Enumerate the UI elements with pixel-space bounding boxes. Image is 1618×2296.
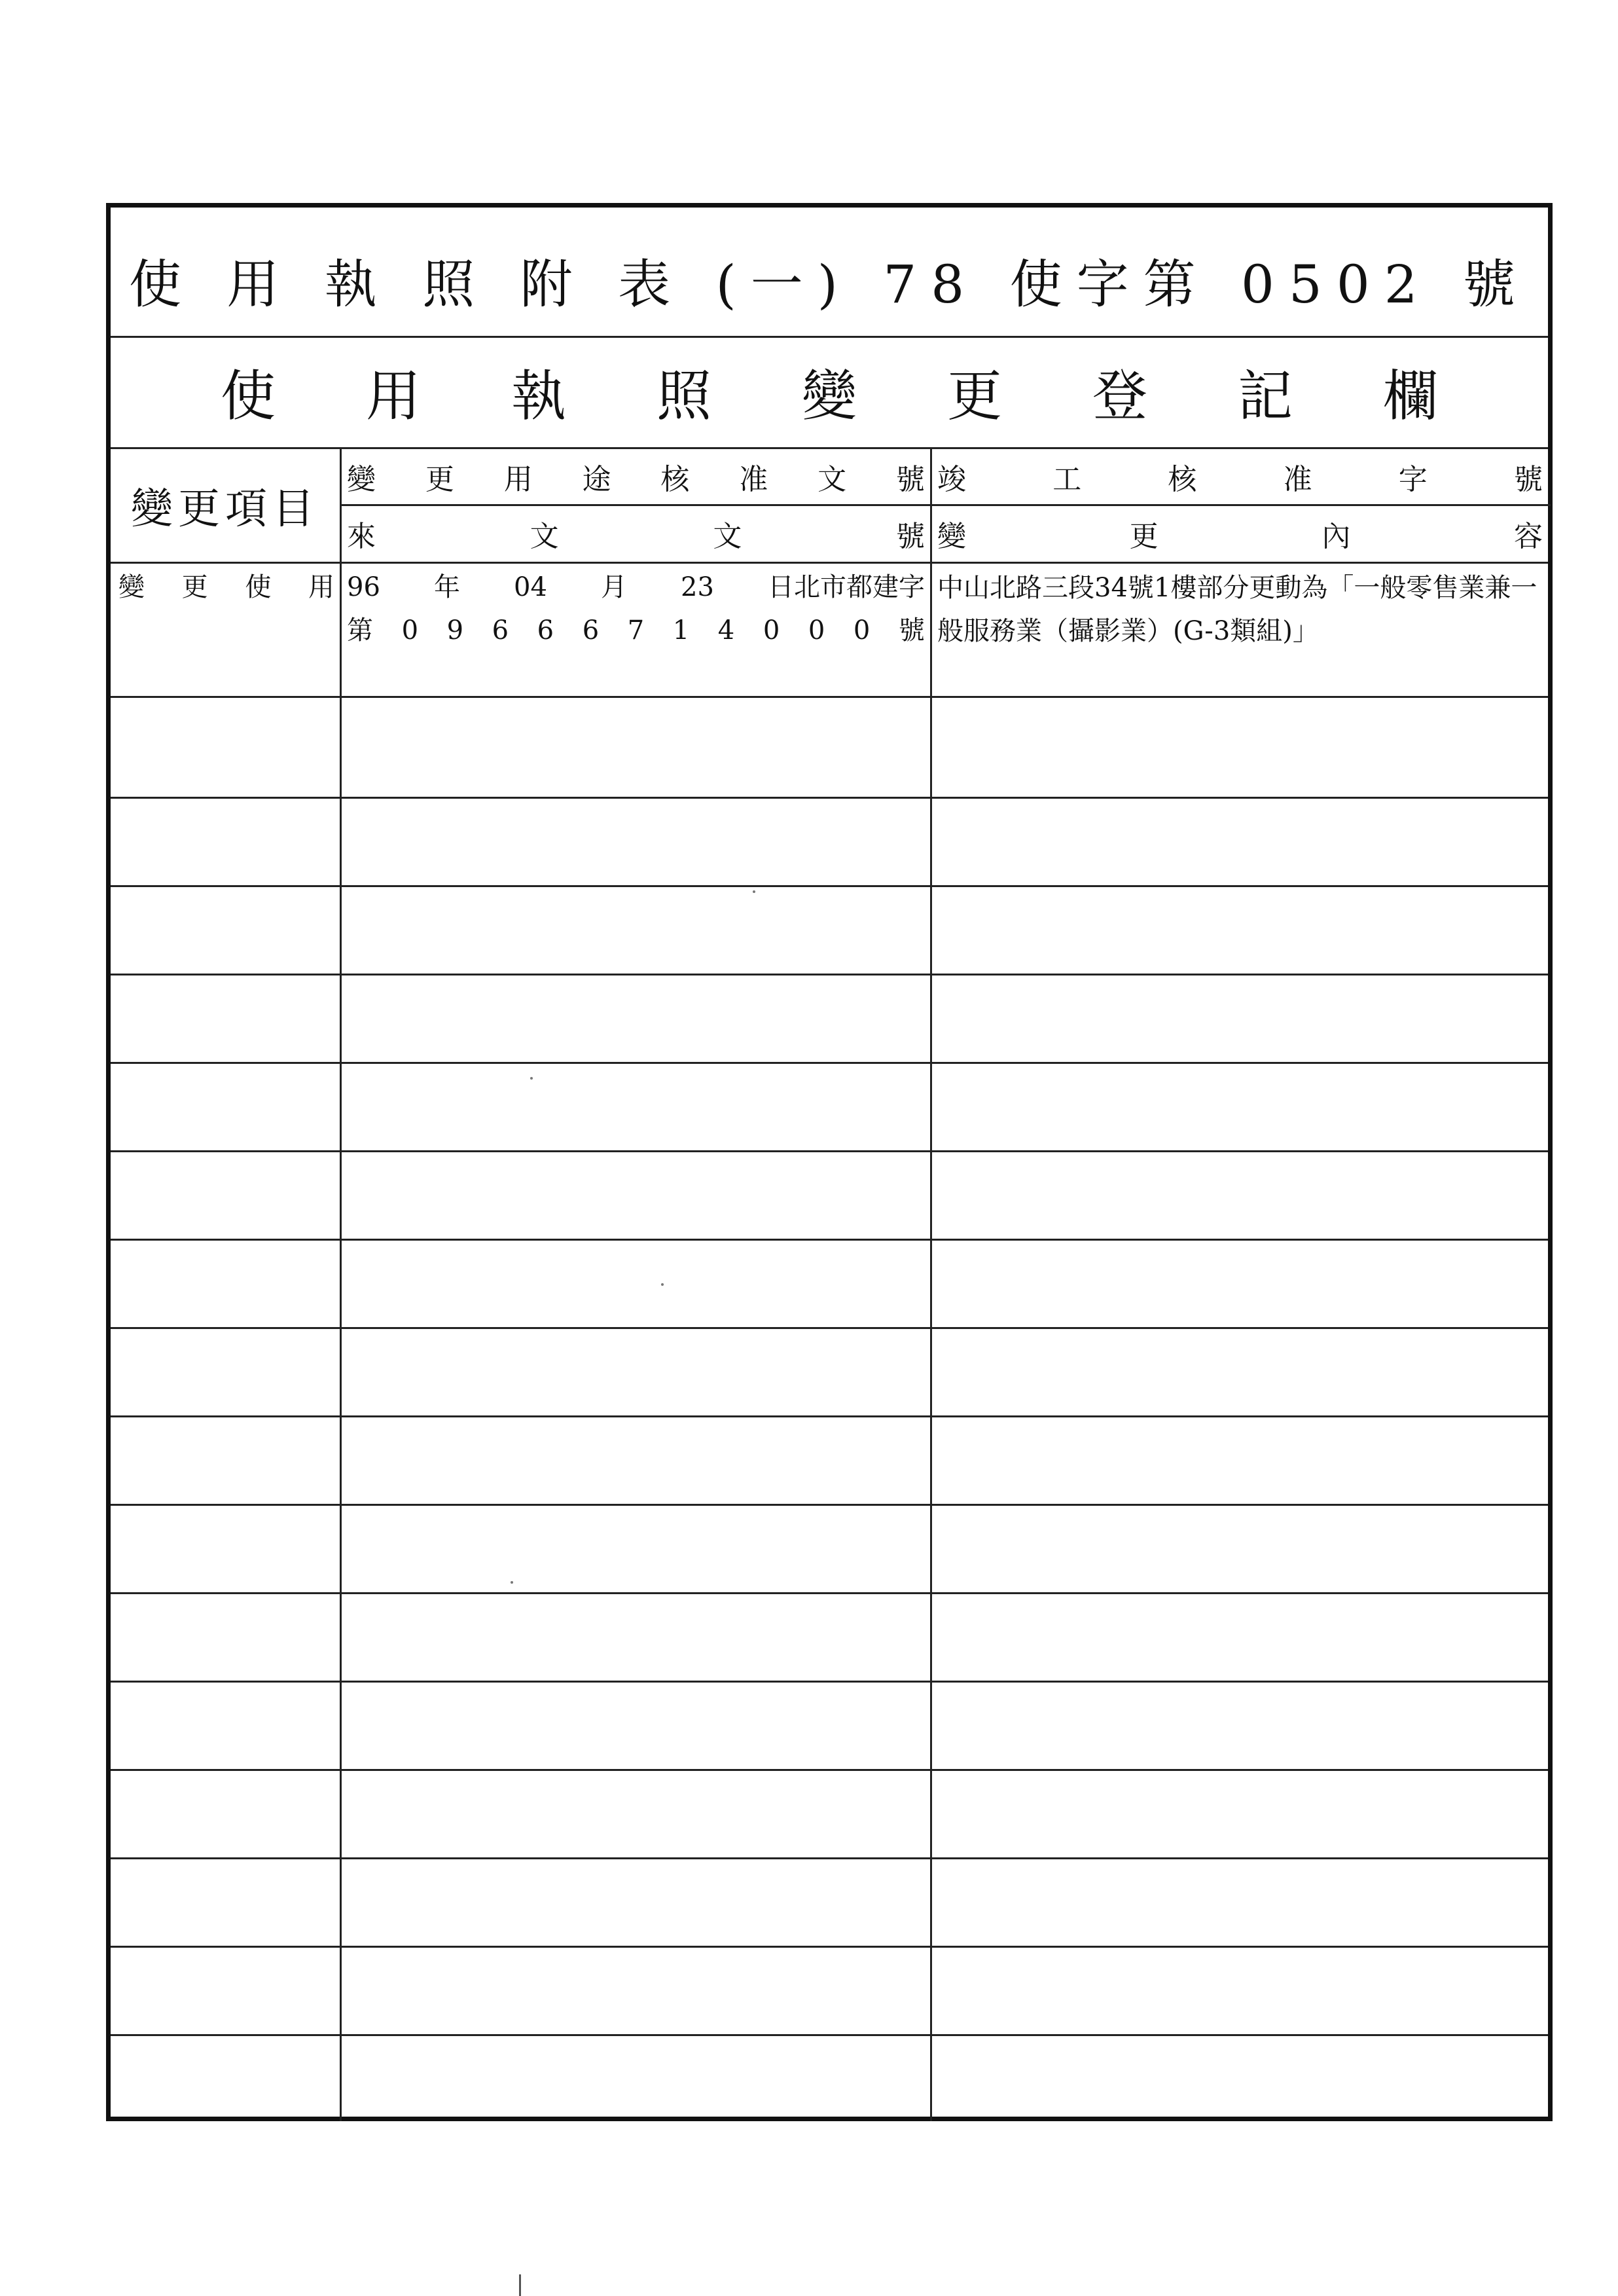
header-char: 核 bbox=[660, 463, 690, 496]
row-char: 0 bbox=[808, 615, 825, 646]
row-char: 月 bbox=[600, 572, 627, 602]
header-char: 文 bbox=[530, 520, 559, 553]
row-char: 號 bbox=[898, 615, 925, 646]
row-divider bbox=[111, 1504, 1548, 1506]
scan-speck bbox=[511, 1581, 513, 1584]
header-char: 號 bbox=[1513, 463, 1543, 496]
row-char: 96 bbox=[347, 572, 380, 602]
row-char: 6 bbox=[537, 615, 554, 646]
row-char: 6 bbox=[492, 615, 509, 646]
header-char: 更 bbox=[425, 463, 454, 496]
header-char: 來 bbox=[347, 520, 376, 553]
header-char: 容 bbox=[1513, 520, 1543, 553]
header-char: 竣 bbox=[937, 463, 966, 496]
column-divider bbox=[930, 447, 932, 2121]
header-char: 核 bbox=[1168, 463, 1197, 496]
row-char: 1 bbox=[672, 615, 690, 646]
registration-table bbox=[106, 203, 1553, 2121]
row-char: 0 bbox=[401, 615, 419, 646]
row-char: 更 bbox=[181, 572, 208, 602]
row-divider bbox=[111, 1150, 1548, 1152]
header-char: 變 bbox=[347, 463, 376, 496]
page-title: 使 用 執 照 附 表 (一) 78 使字第 0502 號 bbox=[128, 253, 1530, 315]
row-doc-line1 bbox=[342, 566, 930, 608]
row-char: 使 bbox=[245, 572, 272, 602]
header-char: 途 bbox=[582, 463, 611, 496]
divider bbox=[111, 562, 1548, 564]
row-char: 日北市都建字 bbox=[767, 572, 925, 602]
row-divider bbox=[111, 1415, 1548, 1417]
row-divider bbox=[111, 797, 1548, 799]
row-item bbox=[113, 566, 340, 608]
row-divider bbox=[111, 974, 1548, 975]
row-divider bbox=[111, 1857, 1548, 1859]
header-char: 工 bbox=[1052, 463, 1082, 496]
header-char: 號 bbox=[895, 463, 925, 496]
row-divider bbox=[111, 1327, 1548, 1329]
header-approval-no bbox=[342, 449, 930, 504]
row-char: 4 bbox=[717, 615, 735, 646]
row-char: 第 bbox=[347, 615, 373, 646]
header-completion-no bbox=[932, 449, 1548, 504]
row-content: 中山北路三段34號1樓部分更動為「一般零售業兼一般服務業（攝影業）(G-3類組)」 bbox=[937, 573, 1537, 646]
row-divider bbox=[111, 885, 1548, 887]
scan-speck bbox=[753, 890, 755, 893]
header-char: 准 bbox=[1283, 463, 1312, 496]
header-char: 用 bbox=[503, 463, 533, 496]
header-incoming-doc bbox=[342, 506, 930, 561]
row-char: 23 bbox=[681, 572, 714, 602]
row-divider bbox=[111, 1239, 1548, 1241]
row-char: 0 bbox=[763, 615, 780, 646]
header-char: 變 bbox=[937, 520, 966, 553]
row-char: 用 bbox=[308, 572, 334, 602]
column-divider bbox=[340, 447, 342, 2121]
header-char: 准 bbox=[739, 463, 768, 496]
divider bbox=[111, 696, 1548, 698]
header-char: 內 bbox=[1321, 520, 1351, 553]
row-char: 7 bbox=[627, 615, 645, 646]
row-divider bbox=[111, 1681, 1548, 1683]
row-char: 年 bbox=[433, 572, 460, 602]
row-char: 0 bbox=[853, 615, 871, 646]
row-char: 04 bbox=[514, 572, 547, 602]
row-divider bbox=[111, 1592, 1548, 1594]
row-divider bbox=[111, 1062, 1548, 1064]
header-char: 文 bbox=[713, 520, 742, 553]
row-char: 變 bbox=[118, 572, 145, 602]
scan-mark bbox=[519, 2274, 521, 2296]
row-char: 9 bbox=[446, 615, 464, 646]
row-divider bbox=[111, 2034, 1548, 2036]
section-title: 使用執照變更登記欄 bbox=[220, 363, 1528, 428]
row-char: 6 bbox=[582, 615, 600, 646]
header-item: 變更項目 bbox=[131, 485, 319, 534]
header-char: 字 bbox=[1398, 463, 1428, 496]
scan-speck bbox=[661, 1283, 664, 1286]
header-char: 文 bbox=[818, 463, 847, 496]
header-char: 更 bbox=[1129, 520, 1159, 553]
header-change-content bbox=[932, 506, 1548, 561]
row-divider bbox=[111, 1769, 1548, 1771]
row-doc-line2 bbox=[342, 610, 930, 651]
header-char: 號 bbox=[895, 520, 925, 553]
row-divider bbox=[111, 1946, 1548, 1948]
scan-speck bbox=[530, 1077, 533, 1080]
